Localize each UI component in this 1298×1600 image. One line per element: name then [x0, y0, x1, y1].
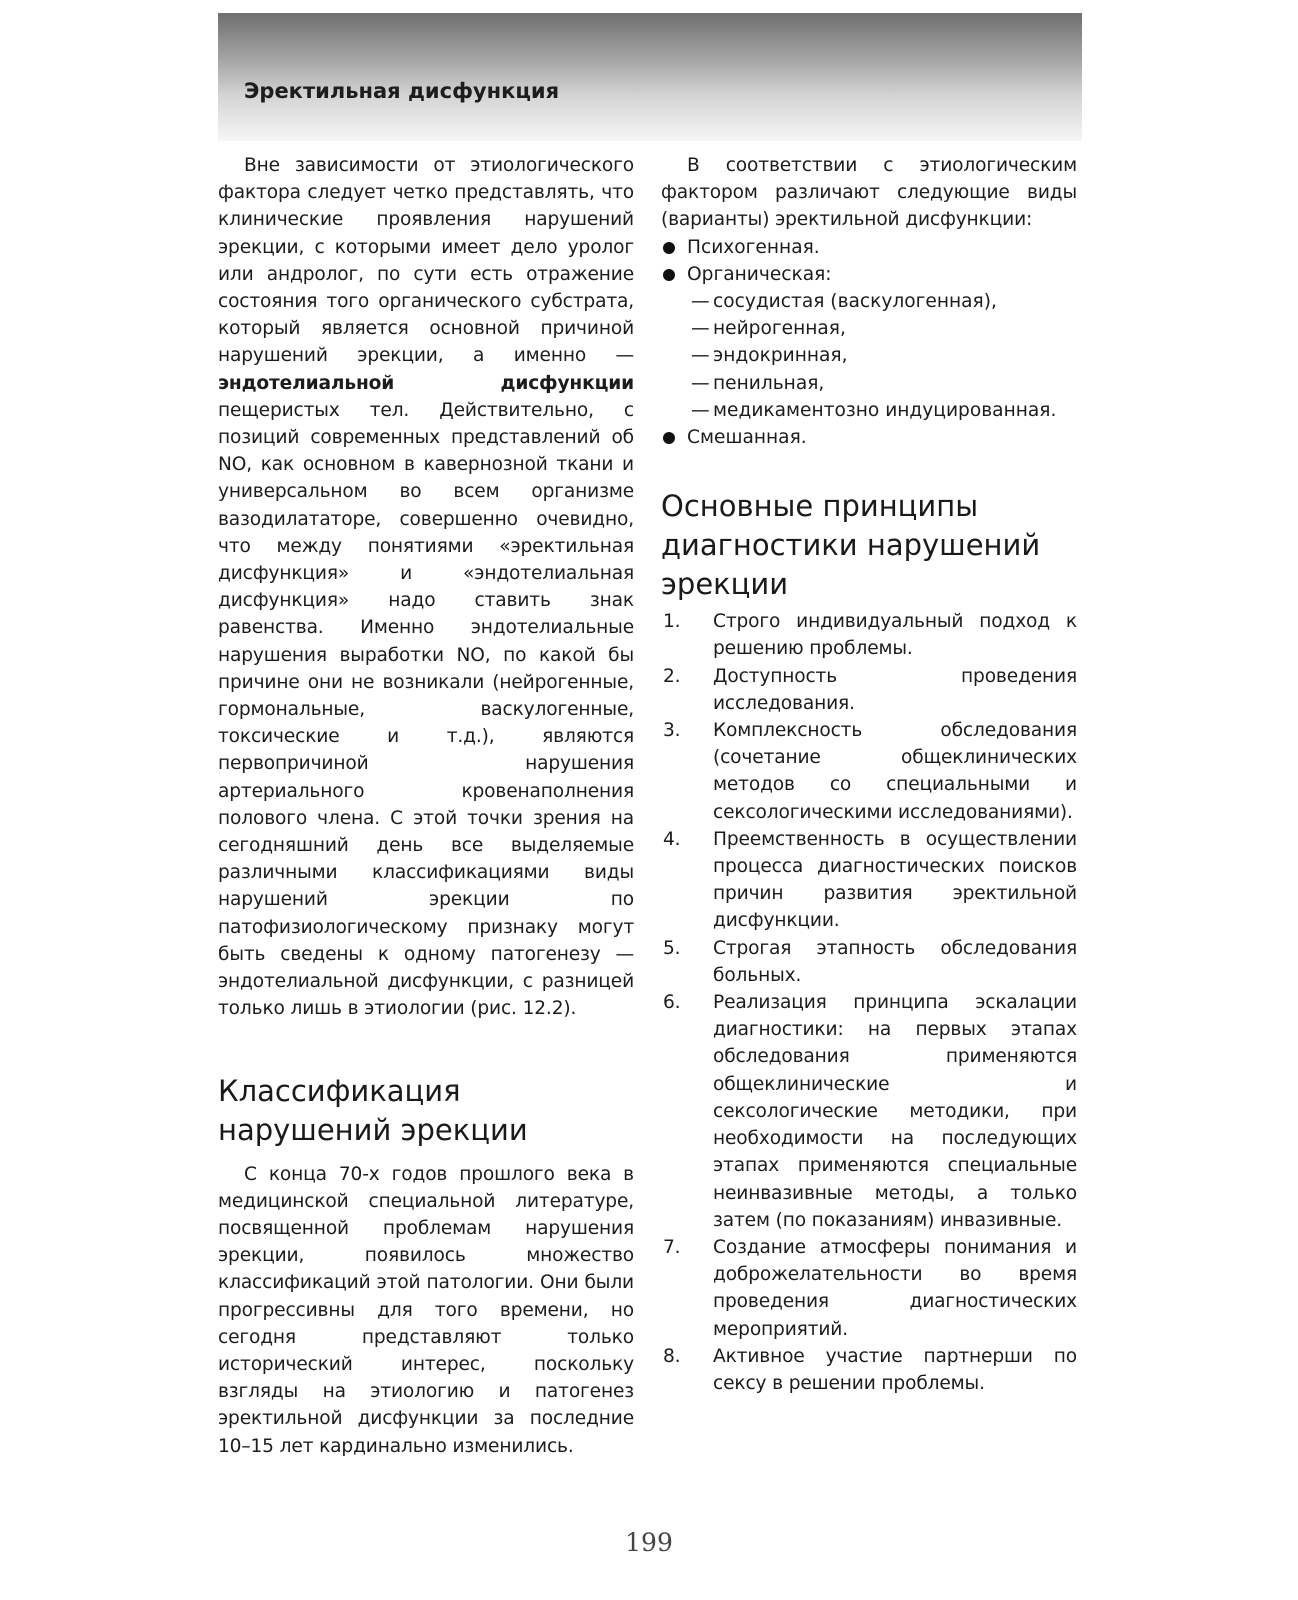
- paragraph-text: Вне зависимости от этиологического фактора следует четко представлять, что клинические проявления нарушений эрекции, с которыми имеет дело уролог или андролог, по сути есть отражение состояния того органического субстрата, который является основной причиной нарушений эрекции, а именно —: [218, 155, 634, 367]
- sub-list-item: — нейрогенная,: [691, 318, 846, 340]
- numbered-item: 4. Преемственность в осуществлении процесса диагностических поисков причин развития эректильной дисфункции.: [663, 828, 1077, 932]
- numbered-item: 2. Доступность проведения исследования.: [663, 665, 1077, 714]
- list-item: Смешанная.: [661, 424, 1077, 451]
- numbered-item: 1. Строго индивидуальный подход к решению проблемы.: [663, 611, 1077, 660]
- body-paragraph: [218, 152, 634, 1023]
- running-header: [218, 13, 1082, 141]
- right-column: [661, 152, 1077, 1397]
- numbered-item: 5. Строгая этапность обследования больных.: [663, 937, 1077, 986]
- ed-types-list: [661, 234, 1077, 452]
- paragraph-text: пещеристых тел. Действительно, с позиций современных представлений об NO, как основном в кавернозной ткани и универсальном во всем организме вазодилататоре, совершенно очевидно, что между понятиями «эректильная дисфункция» и «эндотелиальная дисфункция» надо ставить знак равенства. Именно эндотелиальные нарушения выработки NO, по какой бы причине они не возникали (нейрогенные, гормональные, васкулогенные, токсические и т.д.), являются первопричиной нарушения артериального кровенаполнения полового члена. С этой точки зрения на сегодняшний день все выделяемые различными классификациями виды нарушений эрекции по патофизиологическому признаку могут быть сведены к одному патогенезу — эндотелиальной дисфункции, с разницей только лишь в этиологии (рис. 12.2).: [218, 399, 634, 1020]
- list-item: Психогенная.: [661, 234, 1077, 261]
- page-number: 199: [625, 1528, 673, 1557]
- section-heading-diagnostics: Основные принципы диагностики нарушений эрекции: [661, 489, 1041, 602]
- body-paragraph: С конца 70-х годов прошлого века в медицинской специальной литературе, посвященной проблемам нарушения эрекции, появилось множество классификаций этой патологии. Они были прогрессивны для того времени, но сегодня представляют только исторический интерес, поскольку взгляды на этиологию и патогенез эректильной дисфункции за последние 10–15 лет кардинально изменились.: [218, 1163, 634, 1457]
- sub-list-item: — пенильная,: [691, 372, 825, 394]
- list-item: Органическая: — сосудистая (васкулогенная), — нейрогенная, — эндокринная, — пенильная, — медикаментозно индуцированная.: [661, 261, 1077, 424]
- section-heading-classification: Классификация нарушений эрекции: [218, 1073, 528, 1147]
- principles-list: [661, 608, 1077, 1397]
- numbered-item: 7. Создание атмосферы понимания и доброжелательности во время проведения диагностических мероприятий.: [663, 1236, 1077, 1340]
- bullet-icon: [663, 242, 675, 254]
- running-header-title: Эректильная дисфункция: [244, 79, 560, 103]
- numbered-item: 6. Реализация принципа эскалации диагностики: на первых этапах обследования применяются общеклинические и сексологические методики, при необходимости на последующих этапах применяются специальные неинвазивные методы, а только затем (по показаниям) инвазивные.: [663, 992, 1077, 1231]
- sub-list-item: — эндокринная,: [691, 345, 848, 367]
- body-paragraph: В соответствии с этиологическим фактором различают следующие виды (варианты) эректильной дисфункции:: [661, 155, 1077, 231]
- bold-term: эндотелиальной дисфункции: [218, 372, 634, 394]
- numbered-item: 8. Активное участие партнерши по сексу в решении проблемы.: [663, 1345, 1077, 1394]
- sub-list-item: — медикаментозно индуцированная.: [691, 399, 1057, 421]
- sub-list-item: — сосудистая (васкулогенная),: [691, 291, 997, 313]
- bullet-icon: [663, 432, 675, 444]
- left-column: [218, 152, 634, 1460]
- numbered-item: 3. Комплексность обследования (сочетание общеклинических методов со специальными и сексологическими исследованиями).: [663, 720, 1077, 823]
- bullet-icon: [663, 269, 675, 281]
- organic-subtypes-list: [687, 288, 1077, 424]
